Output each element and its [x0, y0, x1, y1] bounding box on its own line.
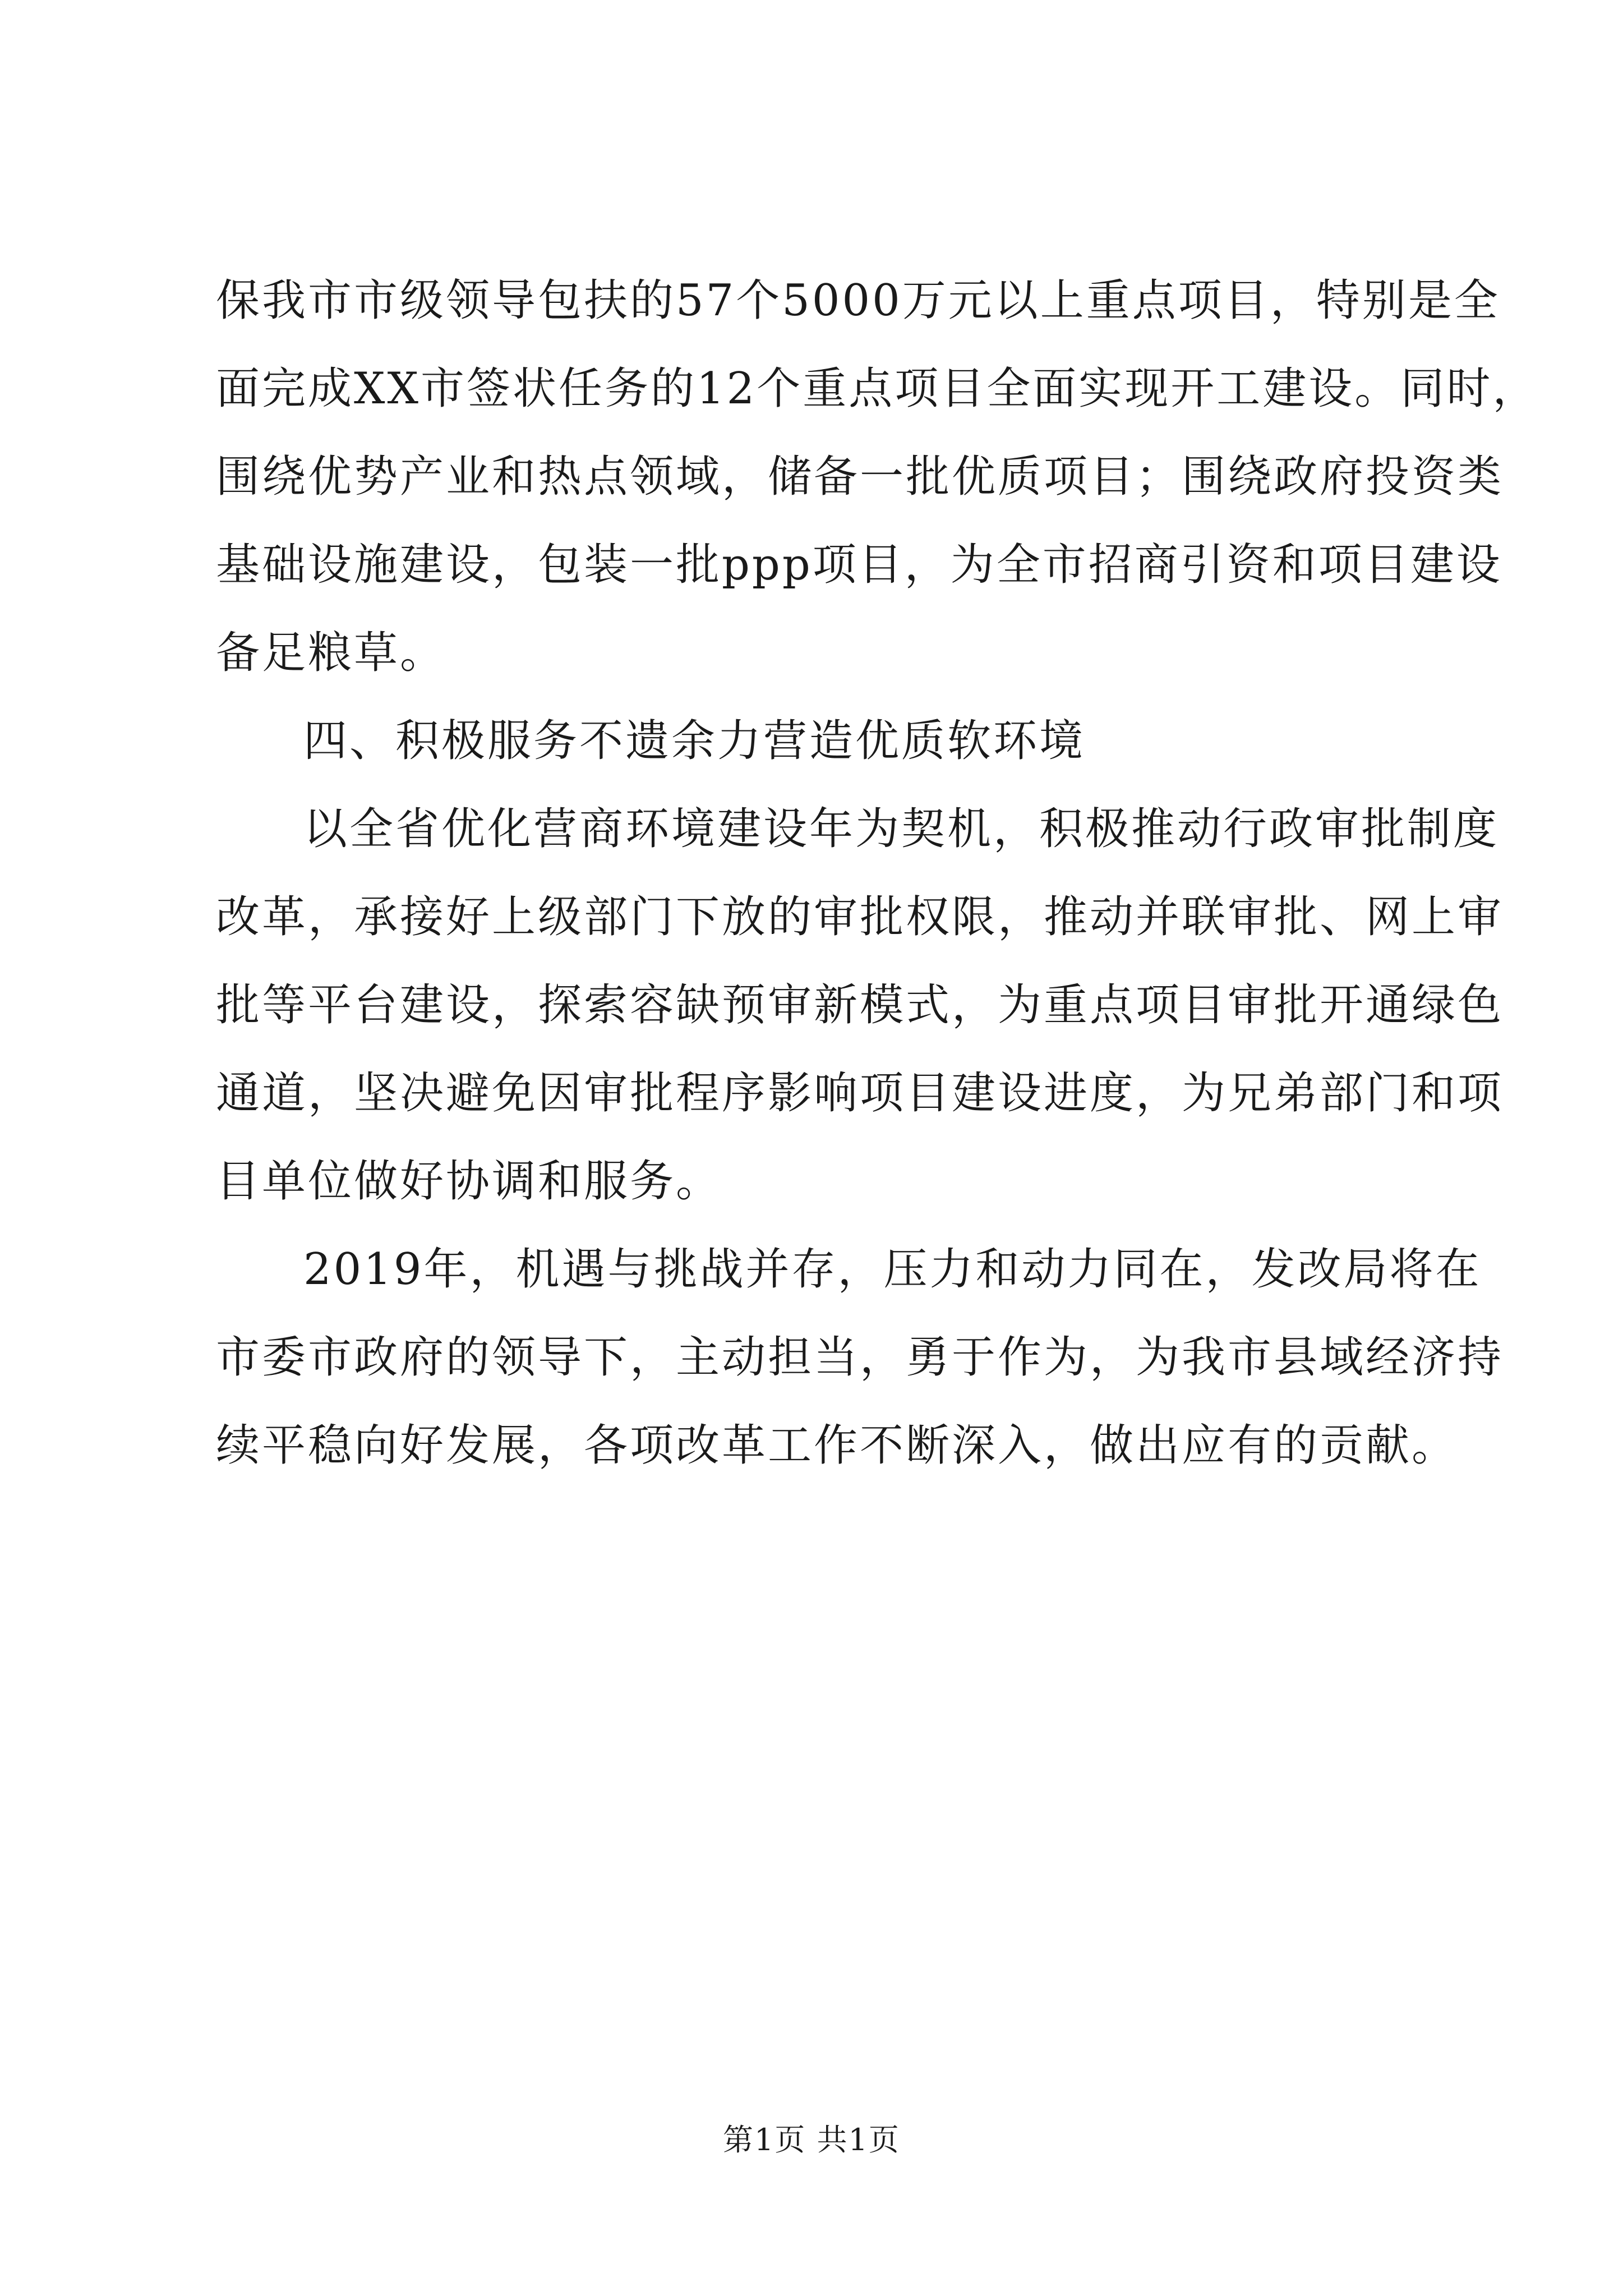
- text-line: 面完成XX市签状任务的12个重点项目全面实现开工建设。同时，: [216, 364, 1539, 414]
- text-line: 2019年，机遇与挑战并存，压力和动力同在，发改局将在: [303, 1244, 1482, 1295]
- text-line: 通道，坚决避免因审批程序影响项目建设进度，为兄弟部门和项: [216, 1068, 1504, 1119]
- section-heading: 四、积极服务不遗余力营造优质软环境: [303, 716, 1086, 766]
- text-line: 批等平台建设，探索容缺预审新模式，为重点项目审批开通绿色: [216, 980, 1504, 1030]
- text-line: 基础设施建设，包装一批ppp项目，为全市招商引资和项目建设: [216, 540, 1502, 590]
- text-line: 围绕优势产业和热点领域，储备一批优质项目；围绕政府投资类: [216, 452, 1504, 502]
- page-footer: [0, 2120, 1623, 2160]
- text-line: 保我市市级领导包扶的57个5000万元以上重点项目，特别是全: [216, 275, 1500, 326]
- text-line: 以全省优化营商环境建设年为契机，积极推动行政审批制度: [303, 804, 1500, 854]
- text-line: 目单位做好协调和服务。: [216, 1156, 722, 1207]
- text-line: 备足粮草。: [216, 628, 446, 678]
- text-line: 市委市政府的领导下，主动担当，勇于作为，为我市县域经济持: [216, 1332, 1504, 1383]
- text-line: 续平稳向好发展，各项改革工作不断深入，做出应有的贡献。: [216, 1420, 1458, 1471]
- document-body: [216, 257, 1539, 1490]
- text-line: 改革，承接好上级部门下放的审批权限，推动并联审批、网上审: [216, 892, 1504, 942]
- page-number-label: 第1页 共1页: [723, 2122, 900, 2157]
